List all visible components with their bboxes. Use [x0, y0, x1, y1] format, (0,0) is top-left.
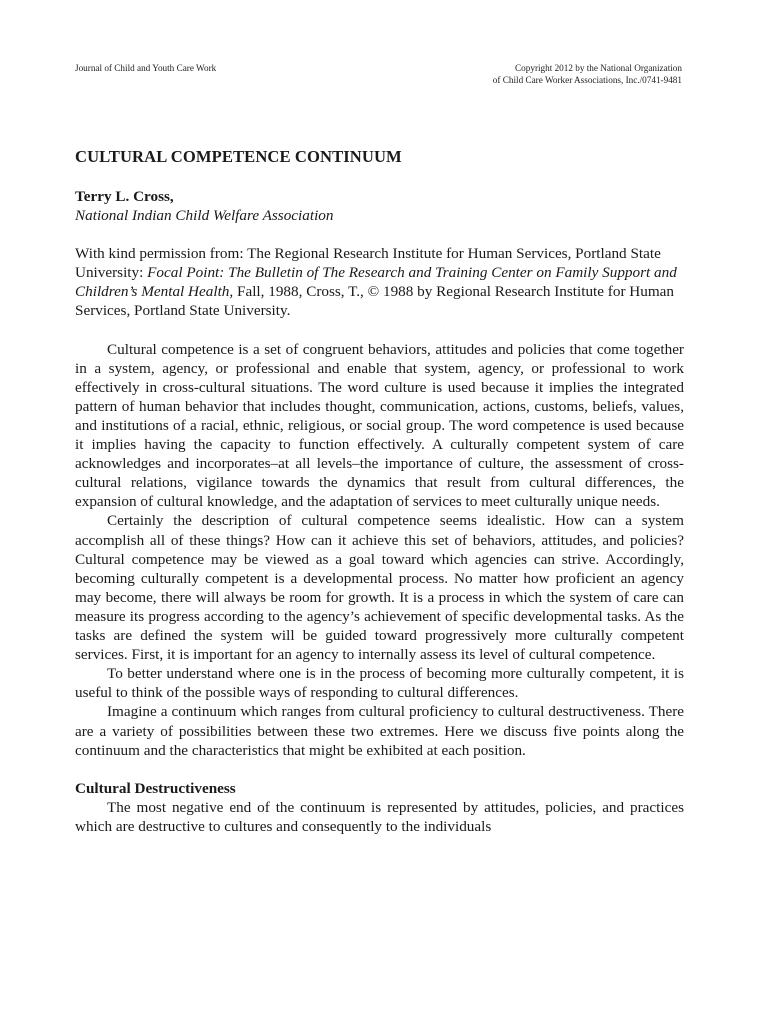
body-paragraph-2: Certainly the description of cultural competence seems idealistic. How can a system accomplish all of these things? How can it achieve this set of behaviors, attitudes, and policies? Cultural competence may be viewed as a goal toward which agencies can strive. Accordingly, becoming culturally competent is a developmental process. No matter how proficient an agency may become, there will always be room for growth. It is a process in which the system of care can measure its progress according to the agency’s achievement of specific developmental tasks. As the tasks are defined the system will be guided toward progressively more culturally competent services. First, it is important for an agency to internally assess its level of cultural competence. — [75, 512, 684, 664]
author-name: Terry L. Cross, — [75, 188, 174, 205]
permission-text-2: Fall, 1988, Cross, T., © 1988 by Regional Research Institute for Human Services, Portland State University. — [75, 283, 675, 320]
body-text — [75, 340, 684, 760]
body-paragraph-1: Cultural competence is a set of congruent behaviors, attitudes and policies that come together in a system, agency, or professional and enable that system, agency, or professional to work effectively in cross-cultural situations. The word culture is used because it implies the integrated pattern of human behavior that includes thought, communication, actions, customs, beliefs, values, and institutions of a racial, ethnic, religious, or social group. The word competence is used because it implies having the capacity to function effectively. A culturally competent system of care acknowledges and incorporates–at all levels–the importance of culture, the assessment of cross-cultural relations, vigilance towards the dynamics that result from cultural differences, the expansion of cultural knowledge, and the adaptation of services to meet culturally unique needs. — [75, 340, 684, 511]
article-title: CULTURAL COMPETENCE CONTINUUM — [75, 147, 402, 166]
permission-text-1: With kind permission from: The Regional Research Institute for Human Services, Portland State University: — [75, 245, 661, 282]
copyright-line-2: of Child Care Worker Associations, Inc./0741-9481 — [492, 74, 682, 85]
body-paragraph-3: To better understand where one is in the process of becoming more culturally competent, it is useful to think of the possible ways of responding to cultural differences. — [75, 665, 684, 702]
permission-source-title: Focal Point: The Bulletin of The Research and Training Center on Family Support and Children’s Mental Health, — [75, 264, 677, 301]
body-paragraph-4: Imagine a continuum which ranges from cultural proficiency to cultural destructiveness. There are a variety of possibilities between these two extremes. Here we discuss five points along the continuum and the characteristics that might be exhibited at each position. — [75, 703, 684, 759]
copyright-line-1: Copyright 2012 by the National Organization — [515, 63, 682, 73]
copyright-notice — [493, 63, 682, 86]
article-content — [75, 147, 684, 836]
section-paragraph: The most negative end of the continuum is represented by attitudes, policies, and practices which are destructive to cultures and consequently to the individuals — [75, 798, 684, 835]
permission-note — [75, 244, 684, 321]
section-heading: Cultural Destructiveness — [75, 779, 236, 797]
author-affiliation: National Indian Child Welfare Association — [75, 207, 334, 224]
journal-name: Journal of Child and Youth Care Work — [75, 63, 217, 73]
